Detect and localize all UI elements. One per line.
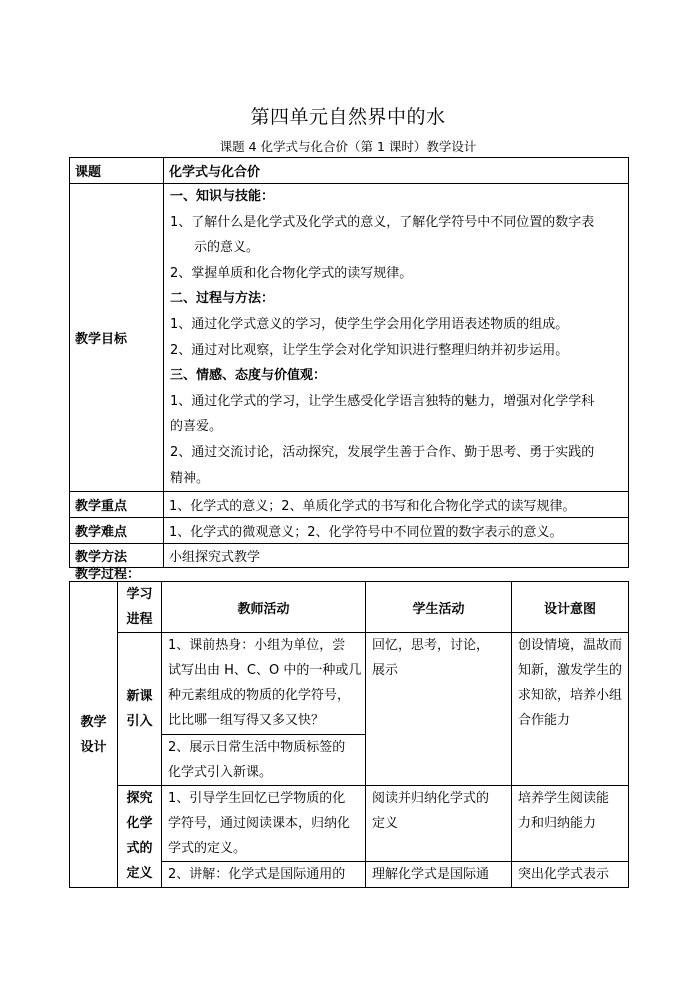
objective-heading-process: 二、过程与方法： [170, 291, 275, 307]
intro-intent [512, 633, 629, 786]
objective-item-cont: 精神。 [170, 470, 210, 486]
text-line: 化学式引入新课。 [168, 765, 273, 780]
process-label: 教学过程： [75, 567, 141, 582]
key-points-row [70, 492, 629, 518]
explore-student-1 [366, 786, 512, 862]
objective-heading-knowledge: 一、知识与技能： [170, 189, 275, 204]
explore-intent-2 [512, 862, 629, 888]
text-line: 学式的定义。 [168, 841, 247, 856]
difficulties-label: 教学难点 [70, 518, 164, 544]
header-intent: 设计意图 [512, 582, 629, 633]
explore-row-1 [70, 786, 629, 862]
method-row [70, 544, 629, 568]
topic-row [70, 158, 629, 184]
text-line: 展示 [372, 663, 399, 678]
intro-student [366, 633, 512, 786]
header-student: 学生活动 [366, 582, 512, 633]
key-points-label: 教学重点 [70, 492, 164, 518]
difficulties-value: 1、化学式的微观意义；2、化学符号中不同位置的数字表示的意义。 [164, 518, 629, 544]
objectives-label: 教学目标 [70, 184, 164, 492]
stage-explore-line: 式的 [126, 841, 153, 856]
stage-intro-line: 新课 [126, 689, 153, 704]
explore-student-2 [366, 862, 512, 888]
stage-intro [118, 633, 162, 786]
text-line: 求知欲，培养小组 [518, 688, 623, 703]
document-subtitle: 课题 4 化学式与化合价（第 1 课时）教学设计 [219, 139, 477, 154]
stage-explore [118, 786, 162, 888]
header-stage-line: 进程 [126, 612, 153, 627]
objective-item: 1、通过化学式意义的学习，使学生学会用化学用语表述物质的组成。 [170, 316, 569, 332]
objective-item-cont: 的喜爱。 [170, 419, 223, 435]
text-line: 2、讲解：化学式是国际通用的 [168, 867, 346, 882]
stage-intro-line: 引入 [126, 714, 153, 729]
text-line: 试写出由 H、C、O 中的一种或几 [168, 663, 362, 678]
header-teacher: 教师活动 [162, 582, 366, 633]
objective-item: 2、掌握单质和化合物化学式的读写规律。 [170, 265, 413, 281]
text-line: 创设情境，温故而 [518, 638, 623, 653]
document-title: 第四单元自然界中的水 [250, 106, 446, 128]
text-line: 力和归纳能力 [518, 816, 597, 831]
explore-teacher-2 [162, 862, 366, 888]
process-table [69, 581, 629, 888]
stage-explore-line: 化学 [126, 816, 153, 831]
design-label-line: 教学 [80, 714, 107, 730]
text-line: 阅读并归纳化学式的 [372, 791, 490, 806]
text-line: 合作能力 [518, 713, 571, 728]
text-line: 理解化学式是国际通 [372, 867, 490, 882]
stage-explore-line: 探究 [126, 791, 153, 806]
objective-item: 2、通过对比观察，让学生学会对化学知识进行整理归纳并初步运用。 [170, 342, 569, 358]
method-label: 教学方法 [70, 544, 164, 568]
text-line: 培养学生阅读能 [518, 791, 610, 806]
text-line: 回忆，思考，讨论， [372, 638, 490, 653]
difficulties-row [70, 518, 629, 544]
header-stage [118, 582, 162, 633]
topic-value: 化学式与化合价 [164, 158, 629, 184]
objective-item: 1、了解什么是化学式及化学式的意义，了解化学符号中不同位置的数字表 [170, 214, 595, 230]
header-stage-line: 学习 [126, 587, 153, 602]
process-header-row [70, 582, 629, 633]
objective-item: 2、通过交流讨论，活动探究，发展学生善于合作、勤于思考、勇于实践的 [170, 444, 595, 460]
text-line: 1、引导学生回忆已学物质的化 [168, 791, 346, 806]
design-label-line: 设计 [80, 739, 107, 755]
objective-item-cont: 示的意义。 [194, 240, 260, 256]
text-line: 种元素组成的物质的化学符号， [168, 688, 351, 703]
intro-teacher-1 [162, 633, 366, 735]
text-line: 突出化学式表示 [518, 867, 610, 882]
stage-explore-line: 定义 [126, 866, 153, 881]
text-line: 定义 [372, 816, 399, 831]
overview-table [69, 157, 629, 568]
objectives-row [70, 184, 629, 492]
objective-heading-values: 三、情感、态度与价值观： [170, 368, 327, 384]
text-line: 学符号，通过阅读课本，归纳化 [168, 816, 351, 831]
explore-teacher-1 [162, 786, 366, 862]
text-line: 2、展示日常生活中物质标签的 [168, 740, 346, 755]
text-line: 比比哪一组写得又多又快？ [168, 713, 325, 728]
method-value: 小组探究式教学 [164, 544, 629, 568]
intro-teacher-2 [162, 735, 366, 786]
design-label [70, 582, 118, 888]
text-line: 知新，激发学生的 [518, 663, 623, 678]
objectives-content [164, 184, 629, 492]
text-line: 1、课前热身：小组为单位，尝 [168, 638, 346, 653]
objective-item: 1、通过化学式的学习，让学生感受化学语言独特的魅力，增强对化学学科 [170, 393, 595, 409]
intro-row-1 [70, 633, 629, 735]
key-points-value: 1、化学式的意义；2、单质化学式的书写和化合物化学式的读写规律。 [164, 492, 629, 518]
explore-intent-1 [512, 786, 629, 862]
topic-label: 课题 [70, 158, 164, 184]
